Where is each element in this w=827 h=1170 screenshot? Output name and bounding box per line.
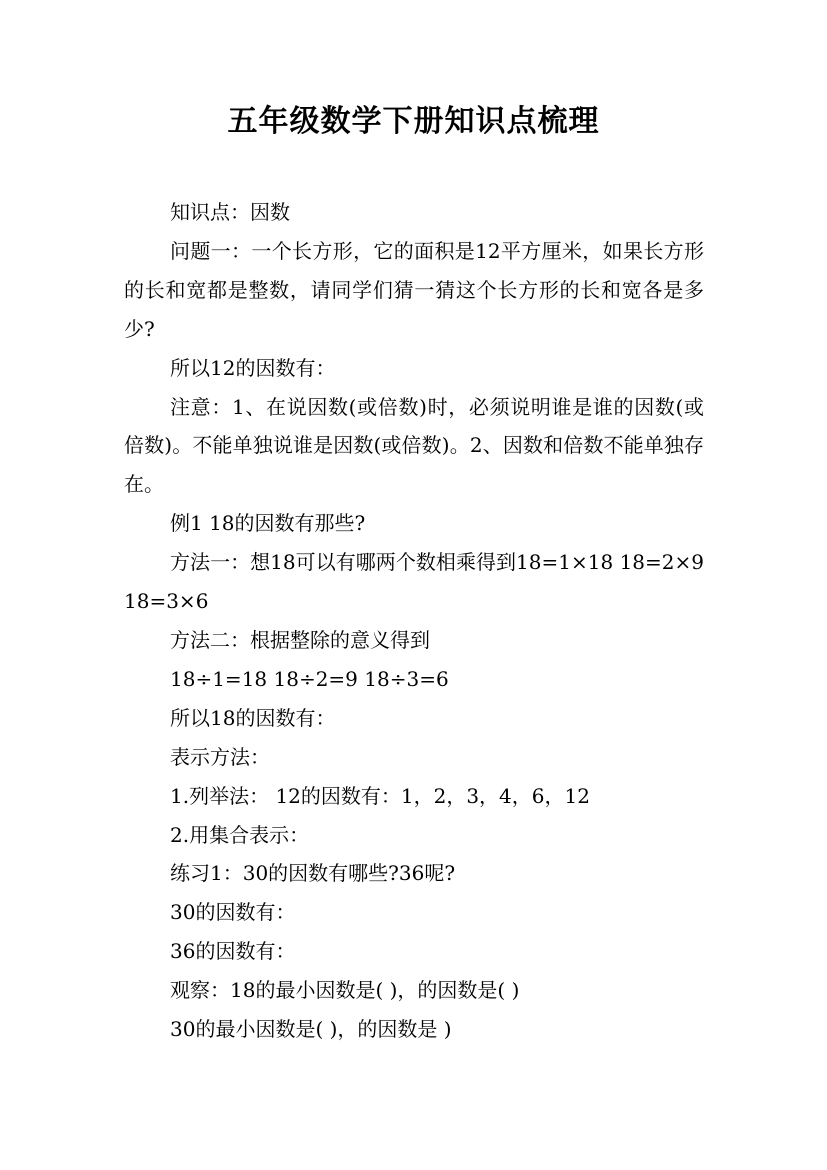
paragraph-factors-of-18: 所以18的因数有： xyxy=(170,705,336,730)
paragraph-question-one: 问题一：一个长方形，它的面积是12平方厘米，如果长方形的长和宽都是整数，请同学们猜一猜这个长方形的长和宽各是多少? xyxy=(124,238,704,341)
paragraph-exercise-1: 练习1：30的因数有哪些?36呢? xyxy=(170,861,456,886)
paragraph-division-equations: 18÷1=18 18÷2=9 18÷3=6 xyxy=(170,666,449,691)
document-body xyxy=(124,193,704,1049)
paragraph-example-1: 例1 18的因数有那些? xyxy=(170,511,366,536)
paragraph-knowledge-point: 知识点：因数 xyxy=(170,200,290,224)
paragraph-factors-of-36: 36的因数有： xyxy=(170,939,296,964)
paragraph-observation-30: 30的最小因数是( )，的因数是 ) xyxy=(170,1017,452,1042)
paragraph-method-two: 方法二：根据整除的意义得到 xyxy=(170,627,430,652)
paragraph-method-one: 方法一：想18可以有哪两个数相乘得到18=1×18 18=2×9 18=3×6 xyxy=(124,550,704,614)
paragraph-factors-of-12: 所以12的因数有： xyxy=(170,355,336,380)
paragraph-enumeration-method: 1.列举法： 12的因数有：1，2，3，4，6，12 xyxy=(170,783,590,808)
paragraph-factors-of-30: 30的因数有： xyxy=(170,900,296,925)
paragraph-set-method: 2.用集合表示： xyxy=(170,822,310,847)
paragraph-observation-18: 观察：18的最小因数是( )，的因数是( ) xyxy=(170,978,520,1003)
paragraph-note: 注意：1、在说因数(或倍数)时，必须说明谁是谁的因数(或倍数)。不能单独说谁是因数(或倍数)。2、因数和倍数不能单独存在。 xyxy=(124,394,704,497)
document-title: 五年级数学下册知识点梳理 xyxy=(227,104,600,139)
paragraph-representation: 表示方法： xyxy=(170,744,270,769)
